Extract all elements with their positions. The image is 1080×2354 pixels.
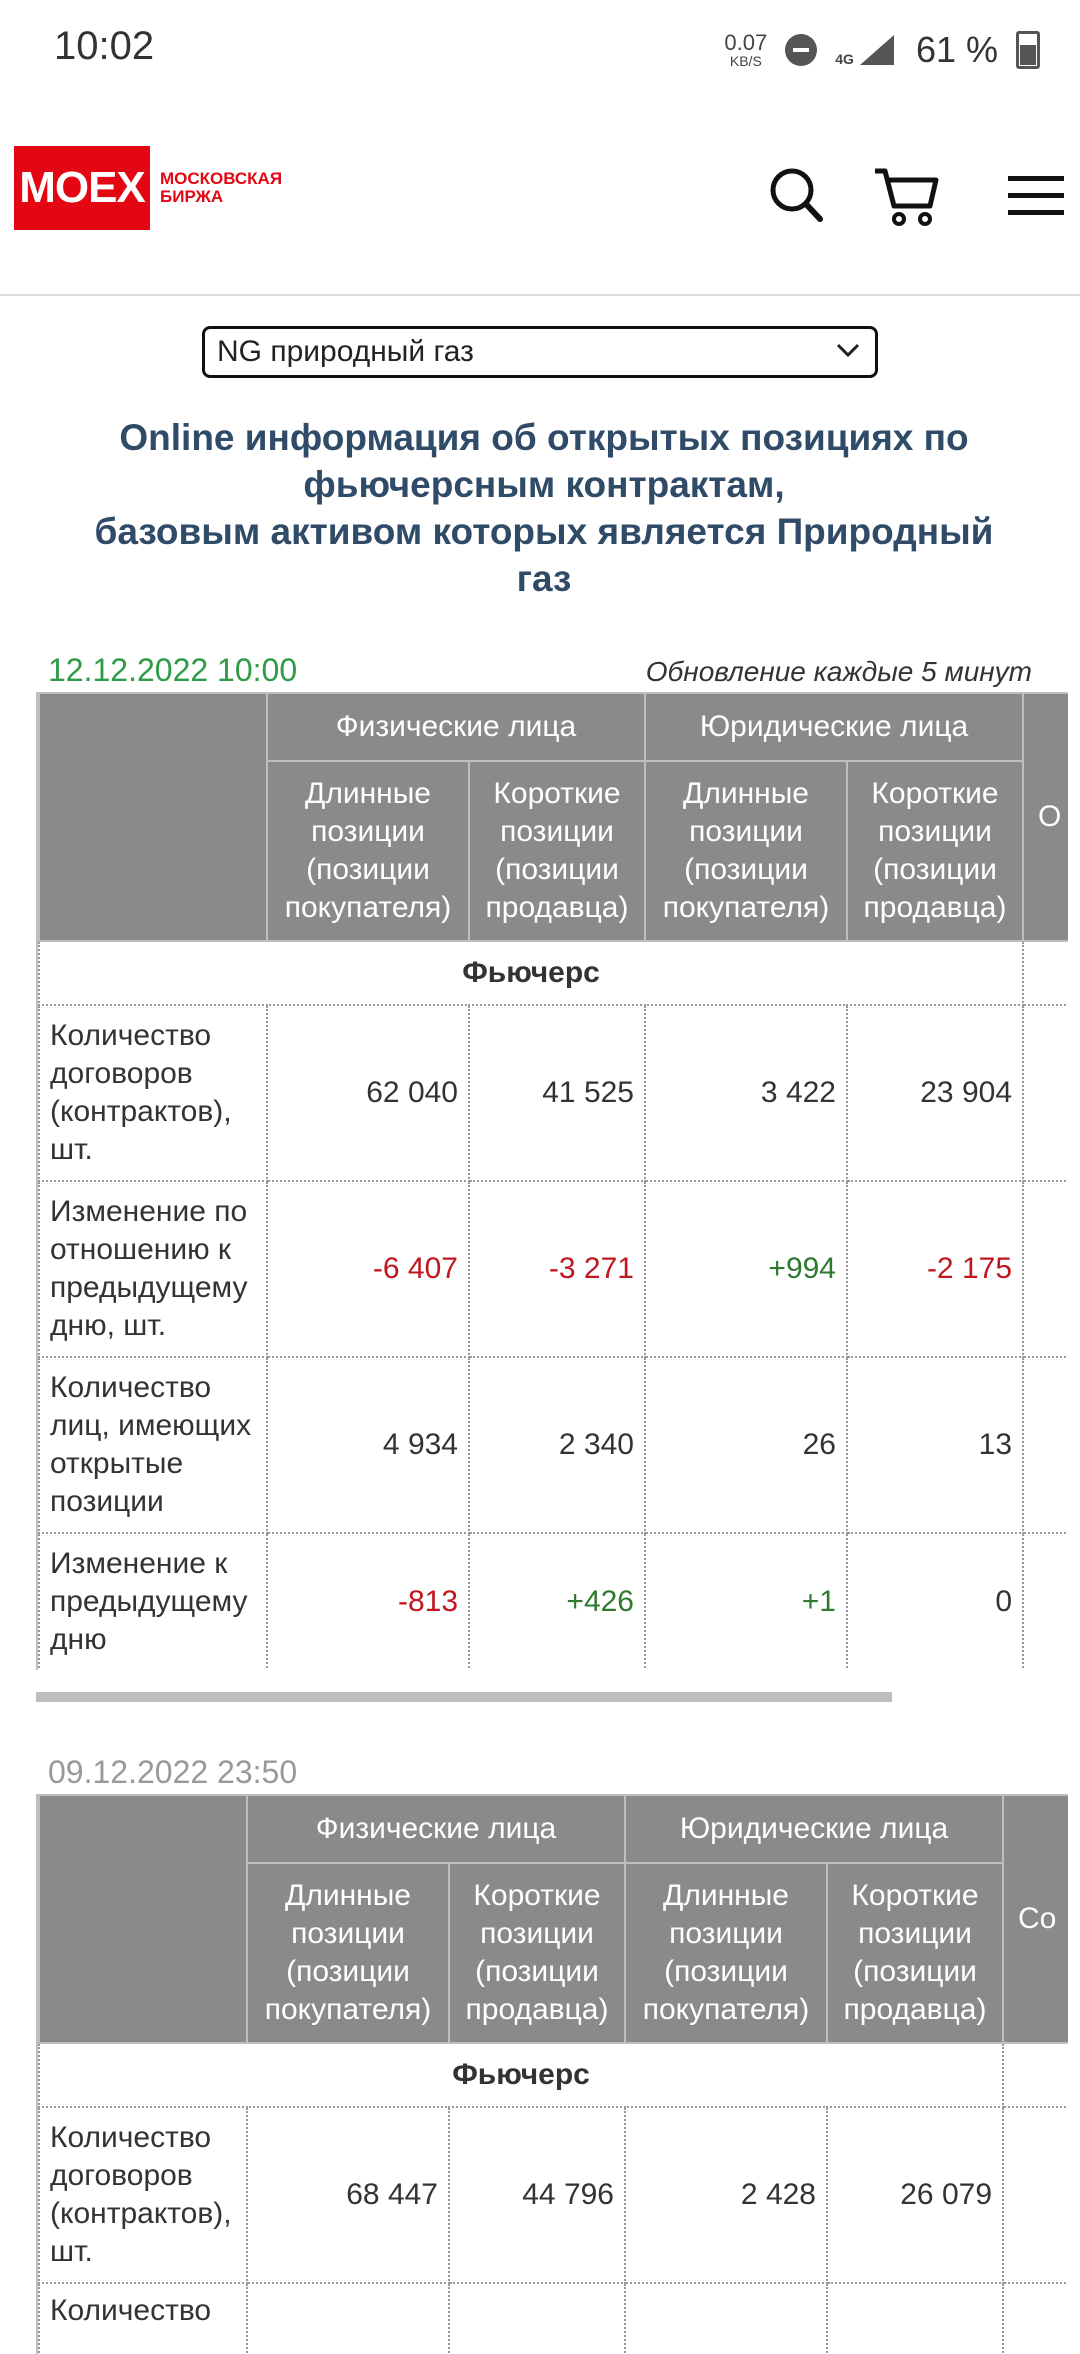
cell-value: 26 079 bbox=[827, 2107, 1003, 2283]
moex-logo[interactable] bbox=[14, 146, 282, 230]
cell-value: -813 bbox=[267, 1533, 469, 1670]
positions-table-previous-wrap[interactable] bbox=[36, 1794, 1068, 2354]
network-speed-unit: KB/S bbox=[729, 53, 762, 69]
table-row bbox=[39, 1181, 1068, 1357]
header-long-phys: Длинные позиции (позиции покупателя) bbox=[267, 761, 469, 941]
cell-value: 26 bbox=[645, 1357, 847, 1533]
row-label-persons: Количество bbox=[39, 2283, 247, 2354]
cell-value: -3 271 bbox=[469, 1181, 645, 1357]
network-type: 4G bbox=[835, 51, 854, 67]
header-long-legal: Длинные позиции (позиции покупателя) bbox=[645, 761, 847, 941]
cell-value: +426 bbox=[469, 1533, 645, 1670]
logo-mark: MOEX bbox=[14, 146, 150, 230]
previous-datetime: 09.12.2022 23:50 bbox=[48, 1754, 298, 1790]
row-label-contracts: Количество договоров (контрактов), шт. bbox=[39, 1005, 267, 1181]
page-title bbox=[34, 414, 1054, 602]
header-cut: Со bbox=[1003, 1795, 1068, 2043]
cell-value: 2 340 bbox=[469, 1357, 645, 1533]
header-cut: О bbox=[1023, 693, 1068, 941]
current-datetime: 12.12.2022 10:00 bbox=[48, 652, 298, 688]
header-physical: Физические лица bbox=[247, 1795, 625, 1863]
header-long-phys: Длинные позиции (позиции покупателя) bbox=[247, 1863, 449, 2043]
title-line-4: газ bbox=[516, 558, 572, 599]
asset-select[interactable] bbox=[202, 326, 878, 378]
table-row bbox=[39, 2107, 1068, 2283]
header-legal: Юридические лица bbox=[625, 1795, 1003, 1863]
do-not-disturb-icon bbox=[785, 34, 817, 66]
header-short-phys: Короткие позиции (позиции продавца) bbox=[469, 761, 645, 941]
table-row bbox=[39, 1533, 1068, 1670]
cell-value: +1 bbox=[645, 1533, 847, 1670]
status-time: 10:02 bbox=[54, 24, 155, 68]
header-short-legal: Короткие позиции (позиции продавца) bbox=[827, 1863, 1003, 2043]
header-short-legal: Короткие позиции (позиции продавца) bbox=[847, 761, 1023, 941]
positions-table-current-wrap[interactable] bbox=[36, 692, 1068, 1670]
chevron-down-icon bbox=[835, 341, 861, 359]
row-label-change-persons: Изменение к предыдущему дню bbox=[39, 1533, 267, 1670]
cart-icon[interactable] bbox=[872, 166, 940, 228]
asset-select-value: NG природный газ bbox=[217, 335, 474, 368]
header-physical: Физические лица bbox=[267, 693, 645, 761]
status-icons bbox=[724, 22, 1040, 78]
network-speed bbox=[724, 32, 767, 68]
title-line-1: Online информация об открытых позициях по bbox=[119, 417, 969, 458]
section-futures: Фьючерс bbox=[39, 941, 1023, 1005]
cell-value: 4 934 bbox=[267, 1357, 469, 1533]
positions-table-previous bbox=[38, 1794, 1068, 2354]
battery-percent: 61 % bbox=[915, 29, 998, 70]
cell-value: 23 904 bbox=[847, 1005, 1023, 1181]
cell-value: 62 040 bbox=[267, 1005, 469, 1181]
logo-subtitle bbox=[160, 170, 282, 206]
logo-subtitle-line1: МОСКОВСКАЯ bbox=[160, 169, 283, 188]
site-header bbox=[0, 100, 1080, 296]
battery-icon bbox=[1016, 31, 1040, 69]
header-legal: Юридические лица bbox=[645, 693, 1023, 761]
network-speed-value: 0.07 bbox=[724, 30, 768, 55]
signal-icon bbox=[835, 33, 898, 67]
section-futures: Фьючерс bbox=[39, 2043, 1003, 2107]
cell-value: 2 428 bbox=[625, 2107, 827, 2283]
update-note: Обновление каждые 5 минут bbox=[645, 656, 1032, 687]
cell-value: 68 447 bbox=[247, 2107, 449, 2283]
logo-subtitle-line2: БИРЖА bbox=[160, 187, 224, 206]
cell-value: -6 407 bbox=[267, 1181, 469, 1357]
row-label-persons: Количество лиц, имеющих открытые позиции bbox=[39, 1357, 267, 1533]
cell-value: 0 bbox=[847, 1533, 1023, 1670]
table-corner bbox=[39, 693, 267, 941]
title-line-3: базовым активом которых является Природный bbox=[94, 511, 994, 552]
row-label-contracts: Количество договоров (контрактов), шт. bbox=[39, 2107, 247, 2283]
table-corner bbox=[39, 1795, 247, 2043]
cell-value: 41 525 bbox=[469, 1005, 645, 1181]
cell-value: -2 175 bbox=[847, 1181, 1023, 1357]
table-row bbox=[39, 1005, 1068, 1181]
row-label-change-prev: Изменение по отношению к предыдущему дню, шт. bbox=[39, 1181, 267, 1357]
table-horizontal-scrollbar[interactable] bbox=[36, 1692, 892, 1702]
cell-value: 44 796 bbox=[449, 2107, 625, 2283]
header-long-legal: Длинные позиции (позиции покупателя) bbox=[625, 1863, 827, 2043]
signal-bars-icon bbox=[858, 33, 898, 67]
header-short-phys: Короткие позиции (позиции продавца) bbox=[449, 1863, 625, 2043]
cell-value: +994 bbox=[645, 1181, 847, 1357]
title-line-2: фьючерсным контрактам, bbox=[303, 464, 785, 505]
table-row bbox=[39, 1357, 1068, 1533]
menu-icon[interactable] bbox=[1008, 174, 1064, 218]
table-row bbox=[39, 2283, 1068, 2354]
cell-value: 13 bbox=[847, 1357, 1023, 1533]
cell-value: 3 422 bbox=[645, 1005, 847, 1181]
status-bar bbox=[0, 0, 1080, 100]
main-content bbox=[14, 296, 1066, 2340]
search-icon[interactable] bbox=[768, 166, 824, 224]
positions-table-current bbox=[38, 692, 1068, 1670]
